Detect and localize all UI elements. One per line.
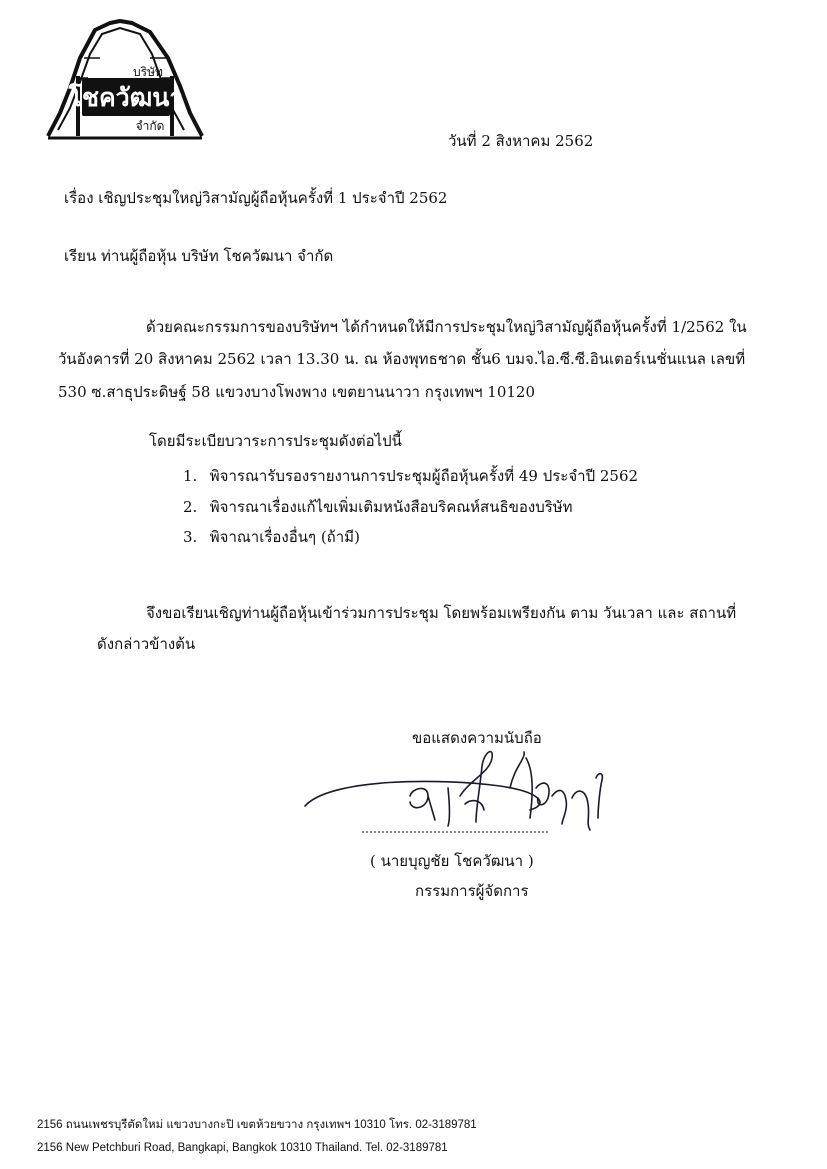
paragraph-line: วันอังคารที่ 20 สิงหาคม 2562 เวลา 13.30 น. ณ ห้องพุทธชาด ชั้น6 บมจ.ไอ.ซี.ซี.อินเตอร์เนชั่นแนล เลขที่: [58, 350, 746, 368]
footer-thai-address: 2156 ถนนเพชรบุรีตัดใหม่ แขวงบางกะปิ เขตห้วยขวาง กรุงเทพฯ 10310 โทร. 02-3189781: [37, 1119, 477, 1131]
paragraph-line: 530 ซ.สาธุประดิษฐ์ 58 แขวงบางโพงพาง เขตยานนาวา กรุงเทพฯ 10120: [58, 383, 536, 401]
handwritten-signature-icon: [300, 748, 640, 848]
closing-line: จึงขอเรียนเชิญท่านผู้ถือหุ้นเข้าร่วมการประชุม โดยพร้อมเพรียงกัน ตาม วันเวลา และ สถานที่: [146, 604, 737, 622]
company-logo: [40, 18, 210, 148]
agenda-intro: โดยมีระเบียบวาระการประชุมดังต่อไปนี้: [149, 432, 402, 450]
agenda-item-text: พิจารณาเรื่องแก้ไขเพิ่มเติมหนังสือบริคณห์สนธิของบริษัท: [209, 498, 573, 516]
agenda-item: [183, 466, 638, 486]
agenda-item: [183, 497, 573, 517]
logo-text-company: บริษัท: [133, 65, 163, 79]
regards-text: ขอแสดงความนับถือ: [412, 729, 542, 747]
logo-text-limited: จำกัด: [135, 119, 165, 133]
agenda-item-number: 1.: [183, 467, 198, 485]
agenda-item-text: พิจารณารับรองรายงานการประชุมผู้ถือหุ้นครั้งที่ 49 ประจำปี 2562: [209, 467, 639, 485]
agenda-item-text: พิจาณาเรื่องอื่นๆ (ถ้ามี): [209, 528, 360, 546]
signature: [300, 748, 640, 848]
signer-title: กรรมการผู้จัดการ: [415, 882, 529, 900]
letter-salutation: เรียน ท่านผู้ถือหุ้น บริษัท โชควัฒนา จำกัด: [64, 247, 334, 265]
paragraph-line: ด้วยคณะกรรมการของบริษัทฯ ได้กำหนดให้มีการประชุมใหญ่วิสามัญผู้ถือหุ้นครั้งที่ 1/2562 ใน: [146, 318, 747, 336]
thai-house-logo-icon: [40, 18, 210, 148]
footer-english-address: 2156 New Petchburi Road, Bangkapi, Bangkok 10310 Thailand. Tel. 02-3189781: [37, 1142, 448, 1154]
letter-subject: เรื่อง เชิญประชุมใหญ่วิสามัญผู้ถือหุ้นครั้งที่ 1 ประจำปี 2562: [64, 189, 448, 207]
signer-name: ( นายบุญชัย โชควัฒนา ): [370, 852, 534, 870]
agenda-item-number: 2.: [183, 498, 198, 516]
closing-line: ดังกล่าวข้างต้น: [97, 635, 196, 653]
agenda-item: [183, 527, 360, 547]
agenda-item-number: 3.: [183, 528, 198, 546]
logo-text-name: โชควัฒนา: [68, 83, 184, 112]
letter-date: วันที่ 2 สิงหาคม 2562: [448, 132, 594, 150]
